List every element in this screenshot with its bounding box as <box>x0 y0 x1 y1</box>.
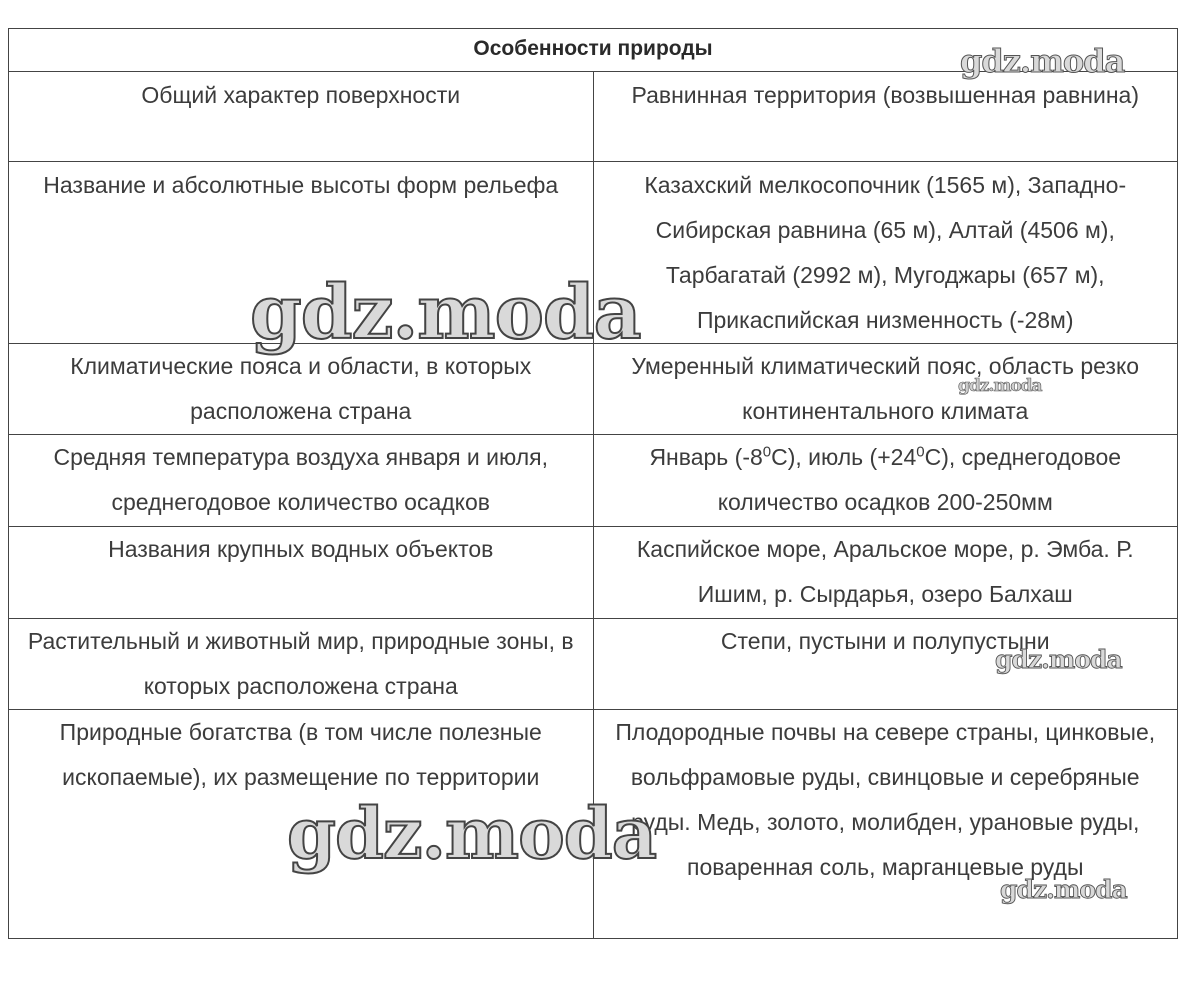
table-row <box>9 344 1178 435</box>
table-row <box>9 619 1178 710</box>
feature-cell: Название и абсолютные высоты форм рельефа <box>9 162 594 344</box>
feature-cell: Названия крупных водных объектов <box>9 527 594 619</box>
table-row <box>9 710 1178 939</box>
feature-cell: Общий характер поверхности <box>9 72 594 162</box>
watermark: gdz.moda <box>958 376 1042 396</box>
degree-superscript: 0 <box>762 443 772 461</box>
value-text-part: C), июль (+24 <box>771 444 917 470</box>
table-row <box>9 435 1178 527</box>
watermark: gdz.moda <box>287 792 657 875</box>
feature-cell: Средняя температура воздуха января и июля, среднегодовое количество осадков <box>9 435 594 527</box>
value-cell <box>593 435 1178 527</box>
feature-cell: Природные богатства (в том числе полезные ископаемые), их размещение по территории <box>9 710 594 939</box>
watermark: gdz.moda <box>995 645 1122 674</box>
value-cell: Степи, пустыни и полупустыни <box>593 619 1178 710</box>
table-header-row <box>9 29 1178 72</box>
watermark: gdz.moda <box>1000 875 1127 904</box>
nature-features-table <box>8 28 1178 939</box>
value-cell: Казахский мелкосопочник (1565 м), Западно-Сибирская равнина (65 м), Алтай (4506 м), Тарбагатай (2992 м), Мугоджары (657 м), Прикаспийская низменность (-28м) <box>593 162 1178 344</box>
value-cell: Каспийское море, Аральское море, р. Эмба. Р. Ишим, р. Сырдарья, озеро Балхаш <box>593 527 1178 619</box>
value-text-part: Январь (-8 <box>649 444 763 470</box>
watermark: gdz.moda <box>250 270 641 356</box>
value-text-part: C), среднегодовое количество осадков 200-250мм <box>717 444 1122 515</box>
degree-superscript: 0 <box>916 443 925 461</box>
table-row <box>9 162 1178 344</box>
table-row <box>9 72 1178 162</box>
table-header-cell: Особенности природы <box>9 29 1178 72</box>
feature-cell: Растительный и животный мир, природные зоны, в которых расположена страна <box>9 619 594 710</box>
watermark: gdz.moda <box>960 42 1125 80</box>
value-cell: Умеренный климатический пояс, область резко континентального климата <box>593 344 1178 435</box>
value-cell: Плодородные почвы на севере страны, цинковые, вольфрамовые руды, свинцовые и серебряные руды. Медь, золото, молибден, урановые руды, поваренная соль, марганцевые руды <box>593 710 1178 939</box>
value-cell: Равнинная территория (возвышенная равнина) <box>593 72 1178 162</box>
table-row <box>9 527 1178 619</box>
feature-cell: Климатические пояса и области, в которых расположена страна <box>9 344 594 435</box>
